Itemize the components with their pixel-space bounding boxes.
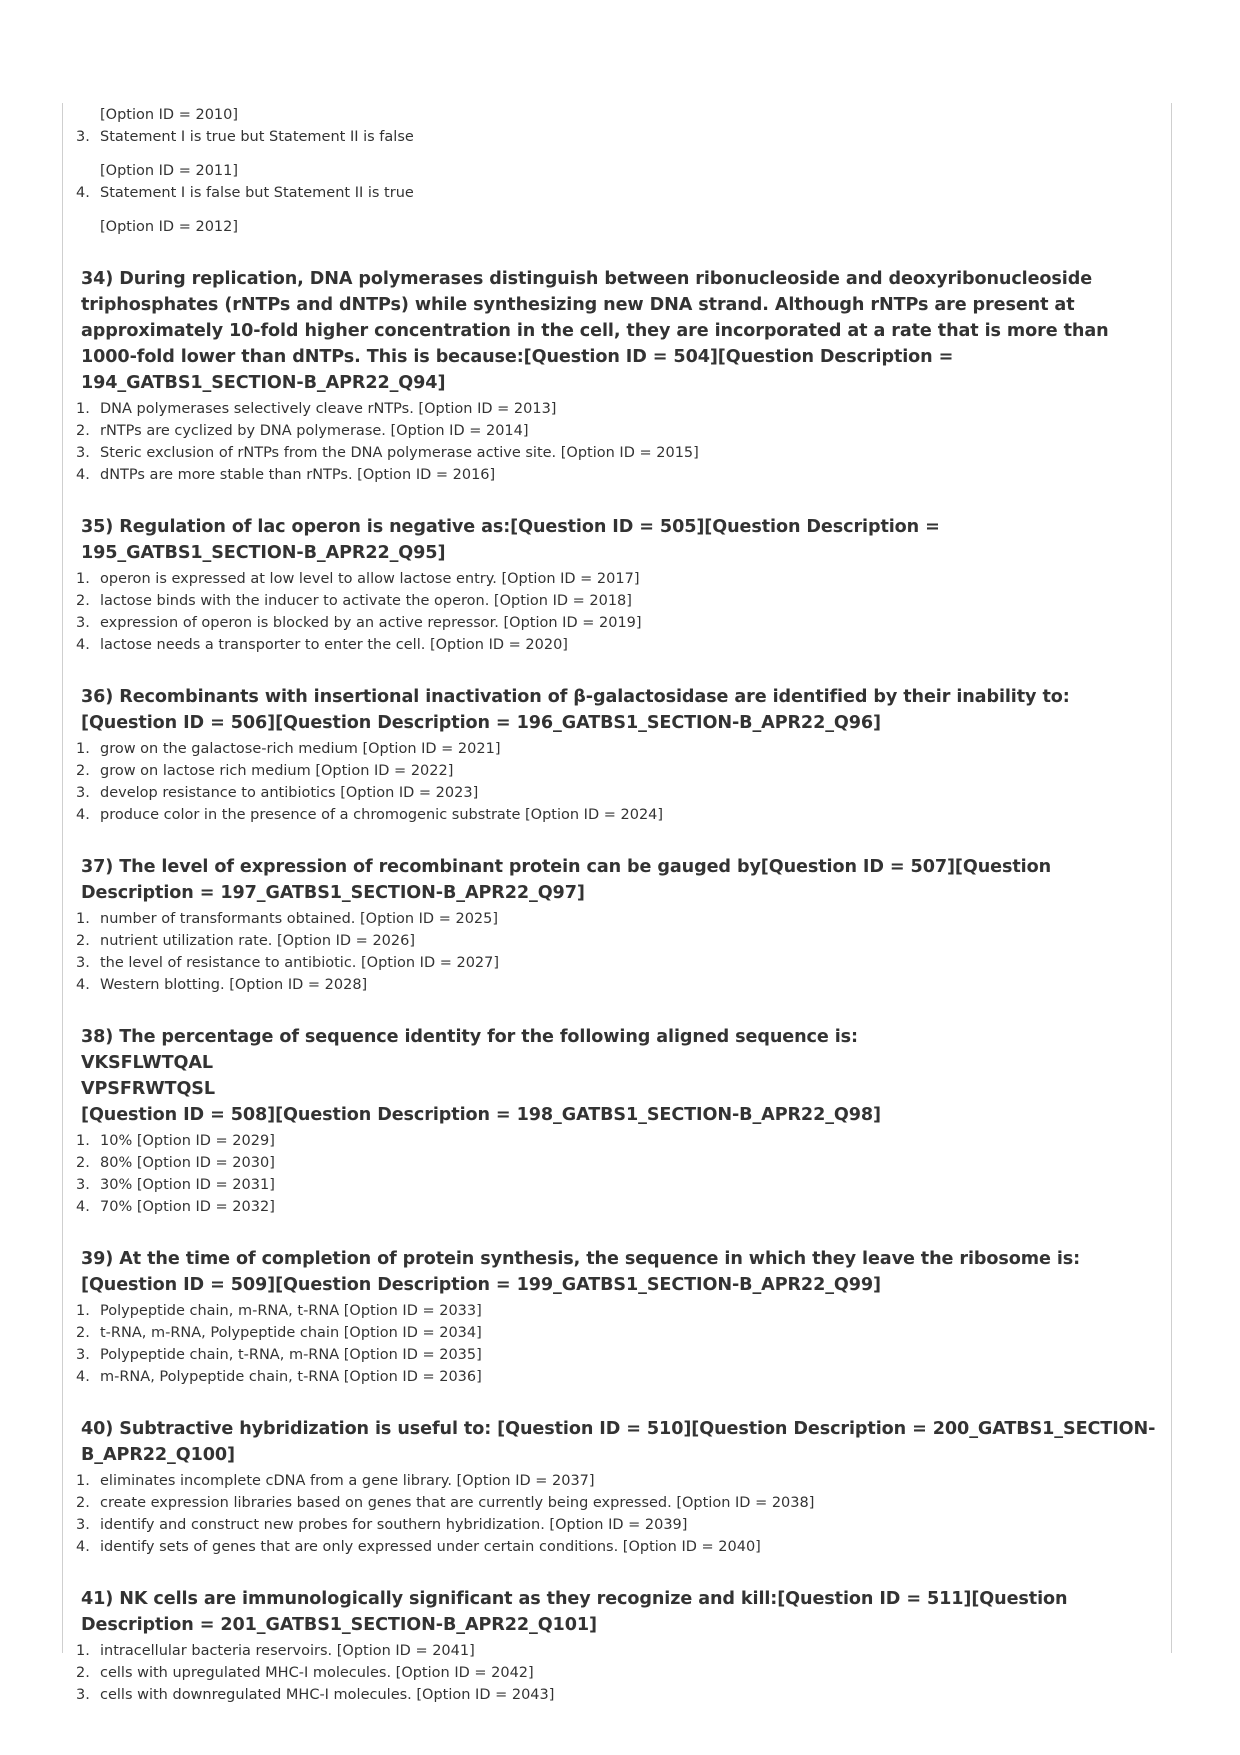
question-list <box>71 266 1156 1706</box>
option-item <box>71 568 1156 590</box>
question-block <box>71 1246 1156 1388</box>
option-text: 30% [Option ID = 2031] <box>100 1177 275 1193</box>
question-line: 38) The percentage of sequence identity for the following aligned sequence is: <box>81 1027 858 1047</box>
option-text: nutrient utilization rate. [Option ID = 2026] <box>100 933 415 949</box>
option-number: 4. <box>76 637 90 653</box>
question-text: 40) Subtractive hybridization is useful to: [Question ID = 510][Question Description = 200_GATBS1_SECTION-B_APR22_Q100] <box>81 1419 1156 1465</box>
option-item <box>71 1130 1156 1152</box>
option-item <box>71 398 1156 420</box>
option-list <box>71 1300 1156 1388</box>
option-number: 2. <box>76 1155 90 1171</box>
option-number: 4. <box>76 185 90 201</box>
option-number: 3. <box>76 1517 90 1533</box>
option-number: 1. <box>76 571 90 587</box>
option-number: 3. <box>76 955 90 971</box>
option-text: 80% [Option ID = 2030] <box>100 1155 275 1171</box>
option-number: 2. <box>76 763 90 779</box>
option-item <box>71 1152 1156 1174</box>
option-number: 1. <box>76 1473 90 1489</box>
option-number: 4. <box>76 1199 90 1215</box>
option-number: 4. <box>76 467 90 483</box>
question-block <box>71 1024 1156 1218</box>
option-number: 2. <box>76 1495 90 1511</box>
question-text: 37) The level of expression of recombinant protein can be gauged by[Question ID = 507][Question Description = 197_GATBS1_SECTION-B_APR22_Q97] <box>81 857 1052 903</box>
option-text: 70% [Option ID = 2032] <box>100 1199 275 1215</box>
option-text: grow on lactose rich medium [Option ID = 2022] <box>100 763 454 779</box>
question-line: VKSFLWTQAL <box>81 1053 213 1073</box>
option-number: 3. <box>76 1347 90 1363</box>
option-number: 4. <box>76 1539 90 1555</box>
option-text: operon is expressed at low level to allow lactose entry. [Option ID = 2017] <box>100 571 640 587</box>
question-text: 41) NK cells are immunologically significant as they recognize and kill:[Question ID = 511][Question Description = 201_GATBS1_SECTION-B_APR22_Q101] <box>81 1589 1068 1635</box>
option-number: 3. <box>76 445 90 461</box>
option-text: lactose binds with the inducer to activate the operon. [Option ID = 2018] <box>100 593 632 609</box>
option-item <box>71 1662 1156 1684</box>
option-number: 2. <box>76 423 90 439</box>
option-text: the level of resistance to antibiotic. [Option ID = 2027] <box>100 955 500 971</box>
option-list <box>71 568 1156 656</box>
option-text: identify sets of genes that are only expressed under certain conditions. [Option ID = 2040] <box>100 1539 761 1555</box>
option-text: t-RNA, m-RNA, Polypeptide chain [Option ID = 2034] <box>100 1325 482 1341</box>
option-text: cells with downregulated MHC-I molecules. [Option ID = 2043] <box>100 1687 555 1703</box>
option-item <box>71 1344 1156 1366</box>
option-item <box>71 1492 1156 1514</box>
option-number: 2. <box>76 593 90 609</box>
option-number: 1. <box>76 401 90 417</box>
option-number: 3. <box>76 615 90 631</box>
option-text: Polypeptide chain, m-RNA, t-RNA [Option ID = 2033] <box>100 1303 482 1319</box>
question-block <box>71 266 1156 486</box>
option-list <box>71 1640 1156 1706</box>
question-block <box>71 684 1156 826</box>
option-text: number of transformants obtained. [Option ID = 2025] <box>100 911 499 927</box>
page-content <box>71 104 1156 1706</box>
option-text: identify and construct new probes for southern hybridization. [Option ID = 2039] <box>100 1517 688 1533</box>
option-number: 2. <box>76 1325 90 1341</box>
question-text: 34) During replication, DNA polymerases distinguish between ribonucleoside and deoxyribonucleoside triphosphates (rNTPs and dNTPs) while synthesizing new DNA strand. Although rNTPs are present at approximately 10-fold higher concentration in the cell, they are incorporated at a rate that is more than 1000-fold lower than dNTPs. This is because:[Question ID = 504][Question Description = 194_GATBS1_SECTION-B_APR22_Q94] <box>81 269 1109 393</box>
option-id: [Option ID = 2010] <box>100 107 239 123</box>
option-text: eliminates incomplete cDNA from a gene library. [Option ID = 2037] <box>100 1473 595 1489</box>
option-item <box>71 738 1156 760</box>
question-block <box>71 1416 1156 1558</box>
option-text: lactose needs a transporter to enter the cell. [Option ID = 2020] <box>100 637 568 653</box>
option-item <box>71 1300 1156 1322</box>
option-text: develop resistance to antibiotics [Option ID = 2023] <box>100 785 479 801</box>
option-number: 3. <box>76 785 90 801</box>
option-item <box>71 182 1156 204</box>
option-item <box>71 612 1156 634</box>
option-item <box>71 804 1156 826</box>
option-item <box>71 634 1156 656</box>
option-list <box>71 908 1156 996</box>
option-item <box>71 1684 1156 1706</box>
question-line: VPSFRWTQSL <box>81 1079 215 1099</box>
option-text: 10% [Option ID = 2029] <box>100 1133 275 1149</box>
option-item <box>71 1470 1156 1492</box>
option-id: [Option ID = 2011] <box>100 163 239 179</box>
option-item <box>71 908 1156 930</box>
option-text: expression of operon is blocked by an active repressor. [Option ID = 2019] <box>100 615 642 631</box>
option-item <box>71 1174 1156 1196</box>
option-number: 1. <box>76 1303 90 1319</box>
option-text: rNTPs are cyclized by DNA polymerase. [Option ID = 2014] <box>100 423 529 439</box>
option-item <box>71 930 1156 952</box>
option-item <box>71 126 1156 148</box>
option-number: 1. <box>76 741 90 757</box>
option-item <box>71 1514 1156 1536</box>
question-text: 36) Recombinants with insertional inactivation of β-galactosidase are identified by their inability to:[Question ID = 506][Question Description = 196_GATBS1_SECTION-B_APR22_Q96] <box>81 687 1070 733</box>
option-text: Steric exclusion of rNTPs from the DNA polymerase active site. [Option ID = 2015] <box>100 445 699 461</box>
option-number: 2. <box>76 933 90 949</box>
option-text: m-RNA, Polypeptide chain, t-RNA [Option ID = 2036] <box>100 1369 482 1385</box>
question-line: [Question ID = 508][Question Description = 198_GATBS1_SECTION-B_APR22_Q98] <box>81 1105 881 1125</box>
question-block <box>71 854 1156 996</box>
continued-options <box>71 104 1156 238</box>
option-item <box>71 464 1156 486</box>
option-list <box>71 398 1156 486</box>
option-item <box>71 1322 1156 1344</box>
option-text: intracellular bacteria reservoirs. [Option ID = 2041] <box>100 1643 475 1659</box>
option-number: 4. <box>76 1369 90 1385</box>
option-item <box>71 590 1156 612</box>
option-text: cells with upregulated MHC-I molecules. [Option ID = 2042] <box>100 1665 534 1681</box>
option-number: 1. <box>76 911 90 927</box>
option-item <box>71 974 1156 996</box>
option-number: 1. <box>76 1643 90 1659</box>
option-item <box>71 760 1156 782</box>
option-item <box>71 1640 1156 1662</box>
option-item <box>71 442 1156 464</box>
question-text <box>81 1024 1156 1128</box>
option-text: grow on the galactose-rich medium [Option ID = 2021] <box>100 741 501 757</box>
option-list <box>71 738 1156 826</box>
question-block <box>71 514 1156 656</box>
option-text: create expression libraries based on genes that are currently being expressed. [Option ID = 2038] <box>100 1495 815 1511</box>
option-text: DNA polymerases selectively cleave rNTPs. [Option ID = 2013] <box>100 401 557 417</box>
option-number: 1. <box>76 1133 90 1149</box>
question-text: 35) Regulation of lac operon is negative as:[Question ID = 505][Question Description = 195_GATBS1_SECTION-B_APR22_Q95] <box>81 517 940 563</box>
option-number: 4. <box>76 807 90 823</box>
option-item <box>71 782 1156 804</box>
option-text: dNTPs are more stable than rNTPs. [Option ID = 2016] <box>100 467 496 483</box>
option-id: [Option ID = 2012] <box>100 219 239 235</box>
option-number: 3. <box>76 1177 90 1193</box>
option-number: 3. <box>76 1687 90 1703</box>
option-item <box>71 420 1156 442</box>
option-item <box>71 1196 1156 1218</box>
question-block <box>71 1586 1156 1706</box>
option-text: Polypeptide chain, t-RNA, m-RNA [Option ID = 2035] <box>100 1347 482 1363</box>
option-text: Western blotting. [Option ID = 2028] <box>100 977 368 993</box>
option-text: produce color in the presence of a chromogenic substrate [Option ID = 2024] <box>100 807 664 823</box>
question-text: 39) At the time of completion of protein synthesis, the sequence in which they leave the ribosome is:[Question ID = 509][Question Description = 199_GATBS1_SECTION-B_APR22_Q99] <box>81 1249 1081 1295</box>
option-item <box>71 1536 1156 1558</box>
option-number: 2. <box>76 1665 90 1681</box>
option-number: 4. <box>76 977 90 993</box>
option-text: Statement I is true but Statement II is false <box>100 129 414 145</box>
option-item <box>71 1366 1156 1388</box>
option-list <box>71 1470 1156 1558</box>
option-text: Statement I is false but Statement II is true <box>100 185 414 201</box>
option-number: 3. <box>76 129 90 145</box>
option-item <box>71 952 1156 974</box>
option-list <box>71 1130 1156 1218</box>
